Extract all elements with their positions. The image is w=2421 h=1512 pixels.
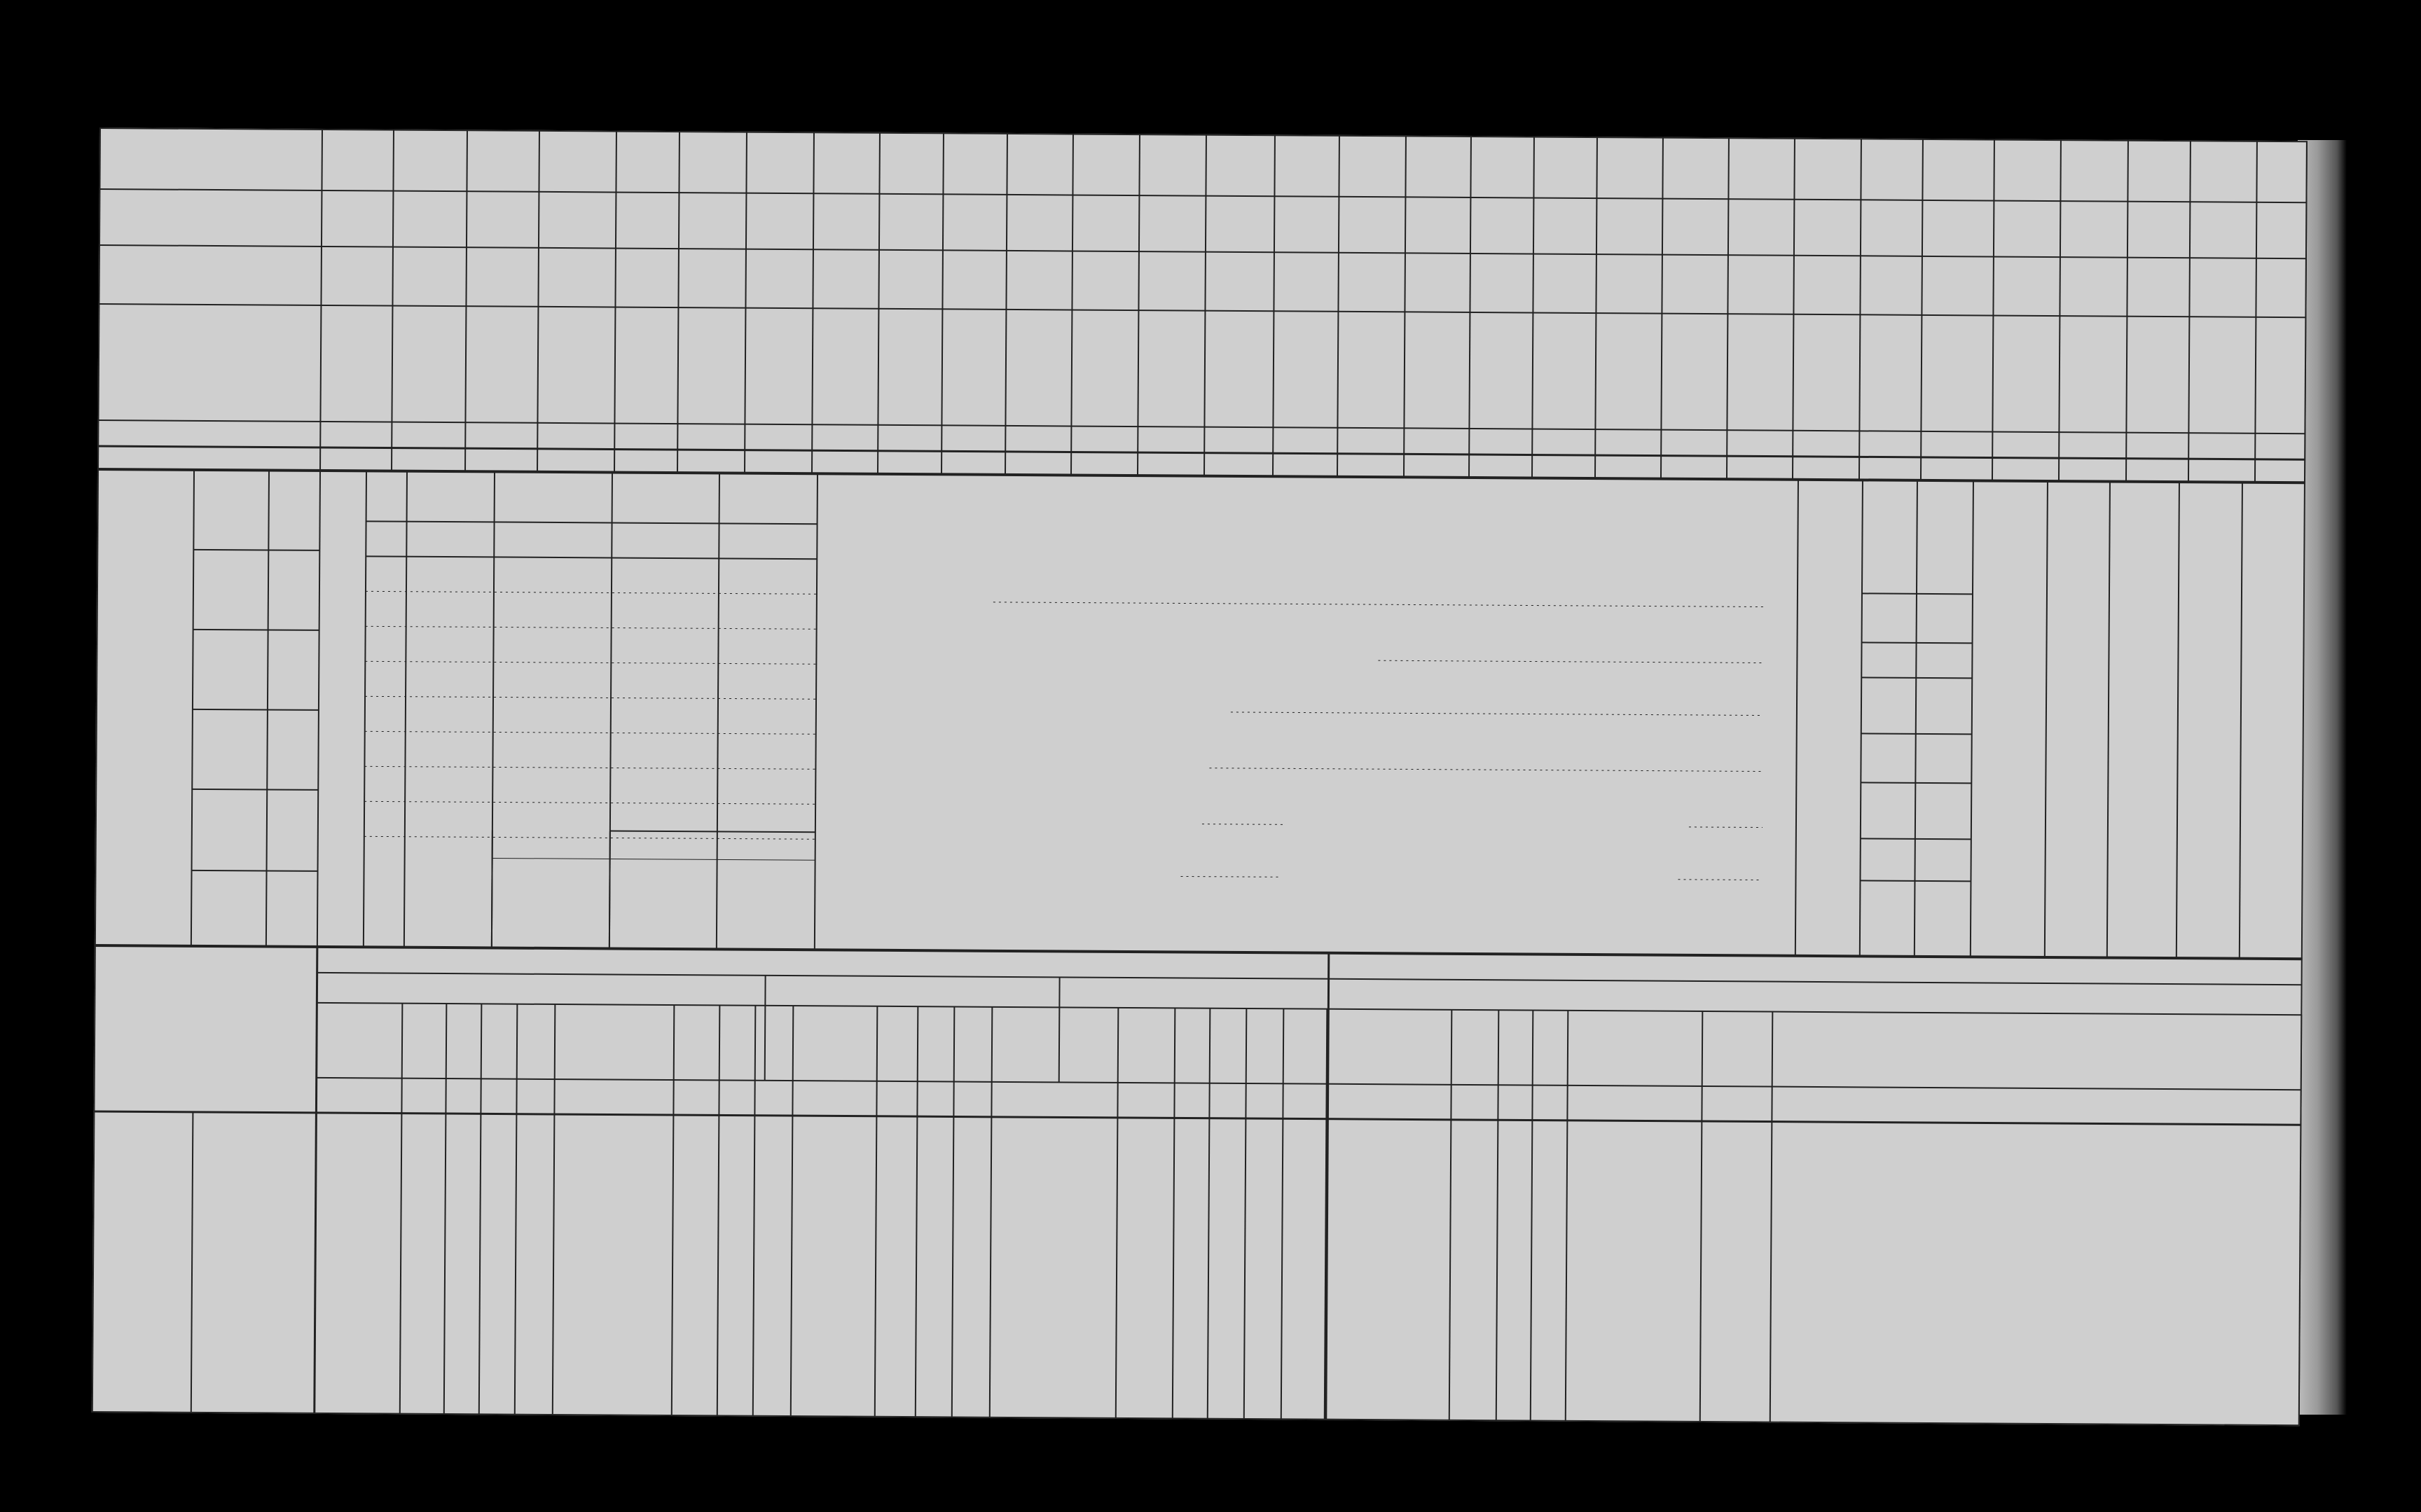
rule-line	[1071, 133, 1073, 475]
rule-line	[392, 130, 394, 471]
rule-line	[1449, 1010, 1452, 1421]
section-divider	[95, 945, 2303, 959]
lease-col-header	[878, 1011, 917, 1077]
rule-line	[479, 1004, 482, 1415]
rule-line	[194, 470, 320, 471]
lease-col-header	[757, 1010, 792, 1076]
row-number	[1945, 671, 1966, 720]
rule-line	[1793, 138, 1795, 480]
crop-column-header	[815, 314, 876, 419]
rule-line	[610, 831, 815, 832]
crop-column-header	[1924, 321, 1990, 426]
dotted-line	[364, 766, 815, 769]
lease-col-header	[1285, 1013, 1326, 1079]
crop-column-header	[2258, 323, 2303, 428]
crop-column-header	[1535, 319, 1593, 424]
rule-line	[317, 973, 2303, 985]
rule-line	[1005, 133, 1007, 475]
rule-line	[1700, 1011, 1703, 1422]
rule-line	[1204, 134, 1206, 476]
rule-line	[1595, 137, 1597, 478]
crop-column-header	[1340, 317, 1402, 423]
rule-line	[400, 1004, 403, 1415]
row-number	[202, 564, 230, 613]
rule-line	[364, 471, 366, 947]
crop-column-header	[1730, 319, 1791, 425]
rule-line	[1727, 137, 1729, 479]
worker-type-label	[272, 556, 315, 626]
crop-column-header	[1862, 320, 1919, 425]
rule-line	[677, 131, 680, 473]
population-col-footer	[2112, 854, 2169, 952]
crop-column-header	[747, 314, 810, 419]
row-number	[201, 644, 229, 693]
population-col-footer	[2049, 854, 2106, 952]
rule-line	[99, 245, 2307, 258]
rule-line	[465, 130, 467, 471]
dotted-line	[1180, 876, 1278, 877]
rule-line	[537, 130, 539, 472]
population-title	[1804, 488, 1856, 950]
rule-line	[1116, 1008, 1119, 1419]
rule-line	[1795, 480, 1798, 956]
crop-column-header	[1407, 317, 1467, 423]
dotted-line	[993, 602, 1764, 607]
lease-col-header	[1453, 1014, 1498, 1081]
rule-line	[2045, 481, 2048, 957]
rule-line	[745, 132, 747, 473]
lease-col-header	[483, 1008, 516, 1074]
crop-column-header	[540, 312, 612, 418]
rule-line	[1921, 139, 1923, 480]
rule-line	[952, 1006, 955, 1417]
row-number	[202, 484, 230, 533]
rule-line	[2177, 482, 2179, 958]
rule-line	[1469, 136, 1471, 478]
crop-column-header	[2129, 322, 2186, 427]
rule-line	[191, 1112, 193, 1413]
crop-column-header	[1995, 321, 2057, 427]
rule-line	[1862, 593, 1973, 594]
lease-col-header	[1704, 1015, 1772, 1083]
dotted-line	[1689, 827, 1763, 828]
rule-line	[1281, 1008, 1284, 1420]
dotted-line	[1231, 712, 1763, 716]
rule-line	[193, 709, 319, 710]
crop-column-header	[2191, 322, 2253, 428]
census-card	[92, 127, 2308, 1426]
crop-column-header	[394, 312, 463, 417]
rule-line	[1531, 1011, 1533, 1422]
population-col-header	[2183, 490, 2240, 595]
lease-col-header	[1211, 1013, 1246, 1079]
crop-column-header	[1795, 320, 1857, 426]
rule-line	[1860, 480, 1863, 956]
rule-line	[1404, 135, 1406, 477]
rule-line	[942, 132, 944, 474]
crop-column-header	[1664, 319, 1725, 425]
dotted-line	[365, 696, 816, 699]
dotted-line	[366, 626, 817, 629]
rule-line	[753, 1006, 756, 1417]
rule-line	[2059, 139, 2061, 481]
rule-line	[1661, 137, 1663, 479]
crop-column-header	[468, 312, 535, 417]
rule-line	[672, 1005, 675, 1416]
rule-line	[609, 831, 610, 948]
rule-line	[1059, 977, 1060, 1082]
rule-line	[192, 789, 318, 790]
rule-line	[1532, 137, 1534, 478]
crop-column-header	[1276, 317, 1335, 422]
crop-column-header	[1140, 316, 1202, 422]
rule-line	[2107, 482, 2110, 958]
workers-question	[326, 479, 364, 941]
rule-line	[815, 473, 818, 950]
rule-line	[404, 471, 407, 948]
rule-line	[875, 1006, 878, 1417]
rule-line	[97, 469, 2305, 483]
women-label	[1866, 726, 1895, 810]
rule-line	[1138, 134, 1140, 476]
dotted-line	[1378, 660, 1763, 663]
population-col-footer	[2181, 854, 2237, 952]
rule-line	[717, 473, 719, 949]
rule-line	[2255, 141, 2257, 483]
rule-line	[93, 1111, 2301, 1125]
rule-line	[492, 858, 815, 860]
lease-col-header	[404, 1008, 446, 1074]
men-label	[1865, 866, 1894, 950]
rule-line	[990, 1007, 993, 1418]
rule-line	[2240, 483, 2242, 959]
dotted-line	[364, 836, 815, 839]
incl-header	[1917, 706, 1943, 783]
dotted-line	[1202, 824, 1283, 825]
row-number	[200, 803, 228, 852]
rule-line	[878, 132, 880, 474]
row-number	[1944, 895, 1965, 944]
population-col-header	[2114, 490, 2171, 595]
rule-line	[266, 470, 269, 946]
dotted-line	[364, 801, 815, 804]
rule-line	[320, 129, 322, 471]
total-header	[1917, 811, 1942, 867]
worker-type-label	[271, 636, 314, 706]
rule-line	[99, 189, 2307, 202]
crop-column-header	[323, 311, 389, 417]
rule-line	[614, 131, 616, 473]
crop-column-header	[2062, 321, 2124, 427]
rule-line	[191, 946, 317, 947]
rule-line	[1173, 1008, 1175, 1419]
row-number	[1944, 839, 1965, 888]
population-col-header	[2246, 491, 2303, 596]
crop-column-header	[1074, 316, 1136, 422]
rule-line	[315, 947, 317, 1414]
rule-line	[1992, 139, 1994, 481]
crop-column-header	[680, 313, 743, 419]
row-number	[1945, 783, 1966, 832]
population-col-footer	[1975, 853, 2032, 951]
dotted-line	[365, 661, 816, 664]
crop-column-header	[617, 313, 675, 418]
rule-line	[1971, 480, 1973, 957]
population-col-header	[1977, 489, 2034, 594]
frame-bottom	[92, 1413, 2300, 1426]
population-col-header	[2051, 490, 2108, 595]
lease-col-header	[1534, 1015, 1567, 1081]
rule-line	[2126, 140, 2128, 482]
rule-line	[191, 470, 194, 946]
dotted-line	[1209, 768, 1763, 772]
frame-top	[99, 127, 2308, 141]
crop-column-header	[1008, 315, 1069, 421]
worker-type-label	[270, 716, 313, 786]
population-col-footer	[2244, 855, 2301, 953]
row-number	[200, 723, 228, 772]
rule-line	[366, 556, 817, 559]
rule-line	[1337, 135, 1339, 477]
rule-line	[366, 521, 818, 524]
worker-type-label	[272, 476, 315, 546]
rule-line	[812, 132, 814, 473]
itog-header	[1917, 580, 1943, 678]
lease-col-header	[1176, 1012, 1209, 1078]
rule-line	[97, 446, 2305, 459]
dotted-line	[365, 731, 816, 734]
row-number	[1945, 727, 1966, 776]
rule-line	[317, 471, 320, 947]
crop-column-header	[1598, 319, 1659, 424]
lease-col-header	[675, 1009, 719, 1076]
crop-column-header	[944, 314, 1003, 420]
lease-col-header	[518, 1008, 554, 1075]
crop-column-header	[881, 314, 939, 420]
rule-line	[1859, 138, 1861, 480]
crop-column-header	[1207, 317, 1271, 422]
rule-line	[1273, 134, 1275, 476]
rule-line	[2188, 140, 2191, 482]
dotted-line	[366, 591, 817, 594]
crop-column-header	[1472, 318, 1530, 423]
